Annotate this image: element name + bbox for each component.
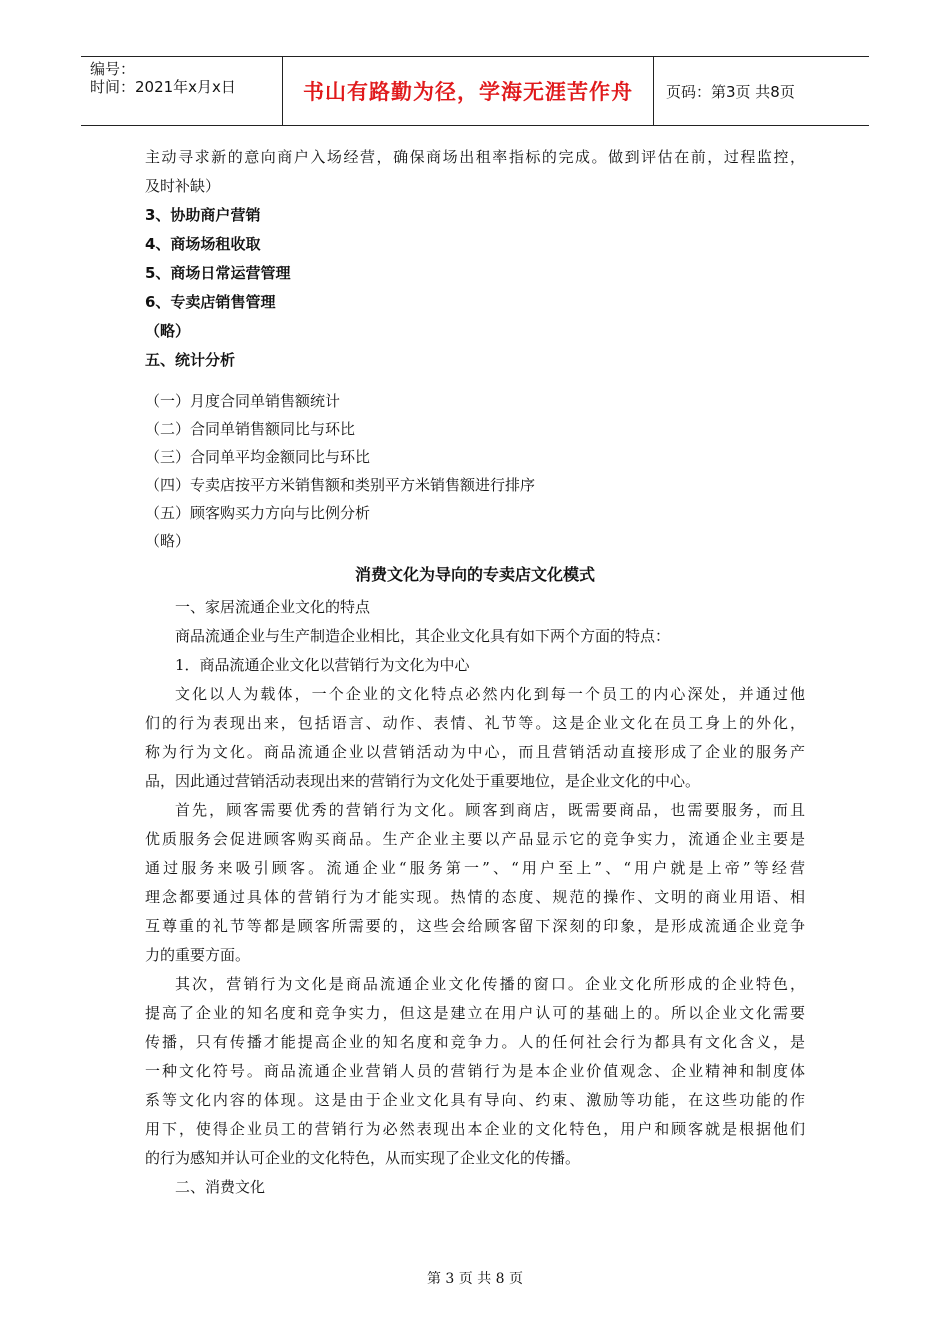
stats-list <box>145 387 805 555</box>
header-meta <box>81 57 283 125</box>
list-item: （一）月度合同单销售额统计 <box>145 392 341 410</box>
list-item: （三）合同单平均金额同比与环比 <box>145 448 371 466</box>
section-intro: 商品流通企业与生产制造企业相比，其企业文化具有如下两个方面的特点： <box>175 627 671 645</box>
paragraph-line: 提高了企业的知名度和竞争实力，但这是建立在用户认可的基础上的。所以企业文化需要 <box>145 1004 805 1022</box>
paragraph-line: 们的行为表现出来，包括语言、动作、表情、礼节等。这是企业文化在员工身上的外化， <box>145 714 805 732</box>
list-item: 5、商场日常运营管理 <box>145 264 291 282</box>
paragraph-line: 一种文化符号。商品流通企业营销人员的营销行为是本企业价值观念、企业精神和制度体 <box>145 1062 805 1080</box>
subsection-heading: 1．商品流通企业文化以营销行为文化为中心 <box>175 656 470 674</box>
header-motto: 书山有路勤为径，学海无涯苦作舟 <box>283 57 654 125</box>
paragraph <box>145 680 805 796</box>
list-item: 3、协助商户营销 <box>145 206 261 224</box>
paragraph-line: 力的重要方面。 <box>145 946 251 964</box>
paragraph-line: 用下，使得企业员工的营销行为必然表现出本企业的文化特色，用户和顾客就是根据他们 <box>145 1120 805 1138</box>
list-item: （五）顾客购买力方向与比例分析 <box>145 504 371 522</box>
header-page-label: 页码：第3页 共8页 <box>666 82 795 101</box>
paragraph-line: 互尊重的礼节等都是顾客所需要的，这些会给顾客留下深刻的印象，是形成流通企业竞争 <box>145 917 805 935</box>
list-item: （略） <box>145 532 191 550</box>
intro-line: 主动寻求新的意向商户入场经营，确保商场出租率指标的完成。做到评估在前，过程监控， <box>145 148 805 166</box>
article-title: 消费文化为导向的专卖店文化模式 <box>354 565 595 584</box>
paragraph-line: 文化以人为载体，一个企业的文化特点必然内化到每一个员工的内心深处，并通过他 <box>175 685 805 703</box>
paragraph-line: 系等文化内容的体现。这是由于企业文化具有导向、约束、激励等功能，在这些功能的作 <box>145 1091 805 1109</box>
section-items <box>145 201 805 375</box>
time-label: 时间：2021年x月x日 <box>90 78 236 96</box>
paragraph-line: 优质服务会促进顾客购买商品。生产企业主要以产品显示它的竞争实力，流通企业主要是 <box>145 830 805 848</box>
section-heading: 一、家居流通企业文化的特点 <box>175 598 371 616</box>
page-header <box>81 56 869 126</box>
number-label: 编号： <box>90 60 136 78</box>
intro-paragraph <box>145 143 805 201</box>
paragraph-line: 称为行为文化。商品流通企业以营销活动为中心，而且营销活动直接形成了企业的服务产 <box>145 743 805 761</box>
paragraph <box>145 796 805 970</box>
paragraph-line: 的行为感知并认可企业的文化特色，从而实现了企业文化的传播。 <box>145 1149 581 1167</box>
list-item: 4、商场场租收取 <box>145 235 261 253</box>
paragraph-line: 通过服务来吸引顾客。流通企业“服务第一”、“用户至上”、“用户就是上帝”等经营 <box>145 859 805 877</box>
paragraph-line: 其次，营销行为文化是商品流通企业文化传播的窗口。企业文化所形成的企业特色， <box>175 975 805 993</box>
section-heading: 二、消费文化 <box>175 1178 266 1196</box>
paragraph <box>145 970 805 1173</box>
list-item: （略） <box>145 322 191 340</box>
section-heading: 五、统计分析 <box>145 351 236 369</box>
paragraph-line: 品，因此通过营销活动表现出来的营销行为文化处于重要地位，是企业文化的中心。 <box>145 772 701 790</box>
paragraph-line: 理念都要通过具体的营销行为才能实现。热情的态度、规范的操作、文明的商业用语、相 <box>145 888 805 906</box>
document-body <box>145 143 805 1202</box>
paragraph-line: 传播，只有传播才能提高企业的知名度和竞争力。人的任何社会行为都具有文化含义，是 <box>145 1033 805 1051</box>
list-item: （二）合同单销售额同比与环比 <box>145 420 356 438</box>
list-item: 6、专卖店销售管理 <box>145 293 276 311</box>
page-footer: 第 3 页 共 8 页 <box>426 1271 524 1287</box>
list-item: （四）专卖店按平方米销售额和类别平方米销售额进行排序 <box>145 476 536 494</box>
intro-line: 及时补缺） <box>145 177 221 195</box>
paragraph-line: 首先，顾客需要优秀的营销行为文化。顾客到商店，既需要商品，也需要服务，而且 <box>175 801 805 819</box>
